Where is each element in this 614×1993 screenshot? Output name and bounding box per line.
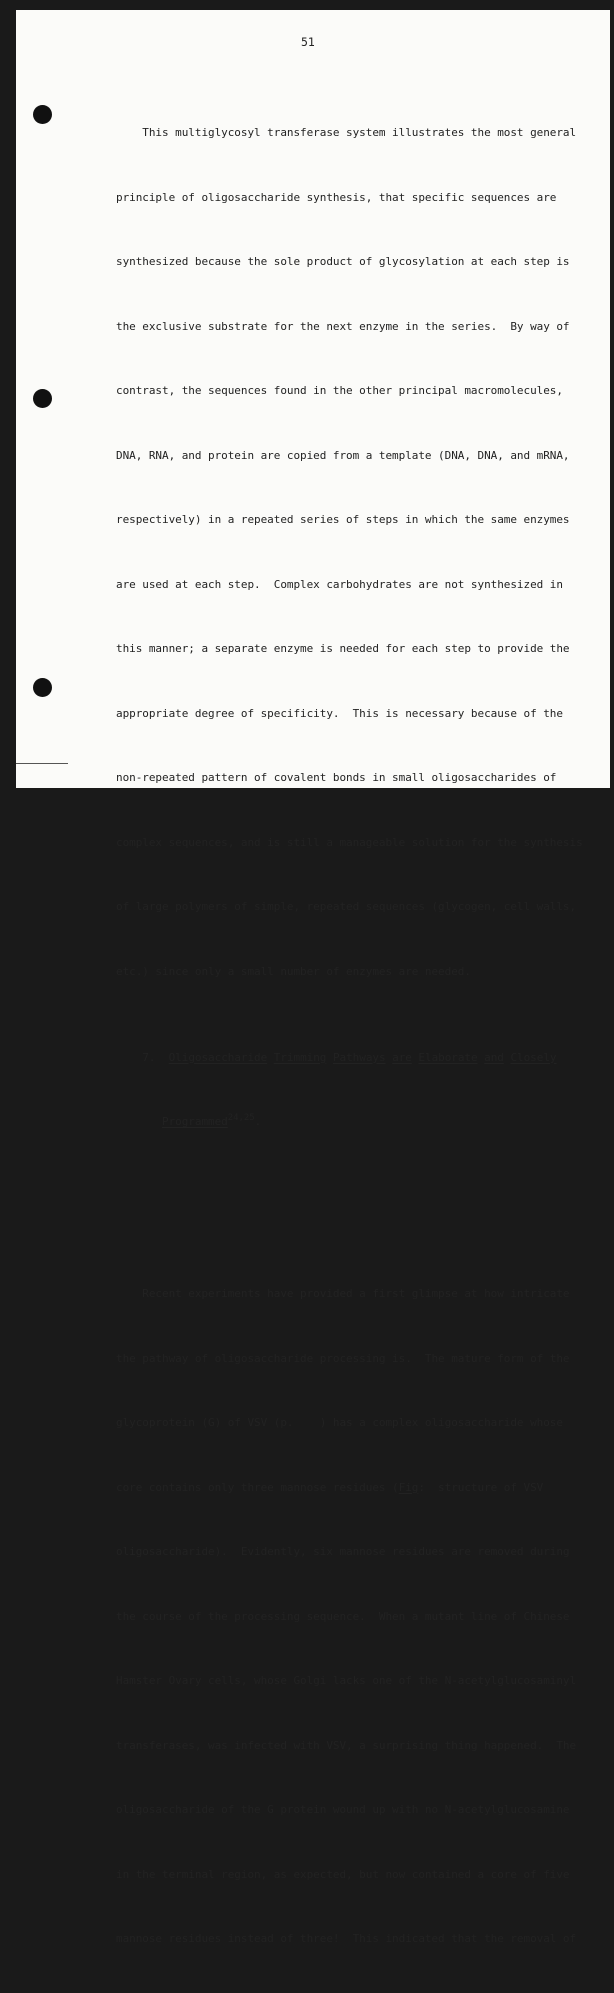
heading-word: Trimming — [273, 1050, 327, 1064]
citation-superscript: 24,25 — [227, 1113, 255, 1123]
text-line: mannose residues instead of three! This indicated that the removal of — [116, 1932, 577, 1945]
text-line: the exclusive substrate for the next enzyme in the series. By way of — [116, 319, 570, 333]
text-line: respectively) in a repeated series of steps in which the same enzymes — [116, 513, 570, 526]
binder-hole-bottom — [33, 678, 52, 697]
text-line: Hamster Ovary cells, whose Golgi lacks one of the N-acetylglucosaminyl — [116, 1674, 577, 1687]
heading-word: are — [392, 1050, 412, 1064]
heading-word: Closely — [510, 1050, 557, 1064]
text-line: synthesized because the sole product of glycosylation at each step is — [116, 255, 570, 268]
text-line: in the terminal region, as expected, but now contained a core of five — [116, 1867, 570, 1881]
heading-word: and — [484, 1050, 504, 1064]
text-segment: : structure of VSV — [418, 1480, 544, 1494]
text-line: of large polymers of simple, repeated sequences (glycogen, cell walls, — [116, 900, 577, 913]
text-line — [116, 1477, 544, 1499]
section-heading-line — [116, 1047, 557, 1069]
text-line: etc.) since only a small number of enzymes are needed. — [116, 964, 471, 978]
text-line: oligosaccharide of the G protein wound up with no N-acetylglucosamine — [116, 1803, 570, 1816]
text-line: principle of oligosaccharide synthesis, that specific sequences are — [116, 190, 557, 204]
document-page — [16, 10, 610, 1945]
heading-period: . — [254, 1115, 262, 1128]
figure-reference: Fig — [398, 1480, 419, 1494]
edge-rule — [16, 763, 68, 764]
text-line: complex sequences, and is still a manageable solution for the synthesis — [116, 835, 583, 849]
text-line: the pathway of oligosaccharide processing is. The mature form of the — [116, 1351, 570, 1365]
blank-line — [116, 1197, 536, 1219]
binder-hole-middle — [33, 389, 52, 408]
heading-word: Pathways — [332, 1050, 386, 1064]
text-line: this manner; a separate enzyme is needed for each step to provide the — [116, 642, 570, 655]
text-line: DNA, RNA, and protein are copied from a template (DNA, DNA, and mRNA, — [116, 448, 570, 462]
text-line: transferases, was infected with VSV, a surprising thing happened. The — [116, 1738, 577, 1752]
text-line: This multiglycosyl transferase system illustrates the most general — [116, 126, 577, 139]
text-line: are used at each step. Complex carbohydrates are not synthesized in — [116, 577, 563, 591]
page-number: 51 — [301, 35, 315, 49]
section-number: 7. — [142, 1050, 156, 1064]
body-text — [116, 79, 583, 1993]
text-line: the course of the processing sequence. When a mutant line of Chinese — [116, 1609, 570, 1623]
heading-word: Elaborate — [418, 1050, 478, 1064]
heading-word: Programmed — [162, 1115, 228, 1128]
text-line: Recent experiments have provided a first glimpse at how intricate — [116, 1287, 570, 1300]
text-line: glycoprotein (G) of VSV (p. ) has a complex oligosaccharide whose — [116, 1416, 563, 1429]
text-line: oligosaccharide). Evidently, six mannose residues are removed during — [116, 1545, 570, 1558]
section-heading-line — [116, 1111, 536, 1133]
heading-word: Oligosaccharide — [168, 1050, 268, 1064]
text-line: contrast, the sequences found in the other principal macromolecules, — [116, 384, 563, 397]
binder-hole-top — [33, 105, 52, 124]
text-segment: core contains only three mannose residues ( — [116, 1480, 399, 1494]
text-line: appropriate degree of specificity. This is necessary because of the — [116, 706, 563, 720]
text-line: non-repeated pattern of covalent bonds in small oligosaccharides of — [116, 771, 557, 784]
